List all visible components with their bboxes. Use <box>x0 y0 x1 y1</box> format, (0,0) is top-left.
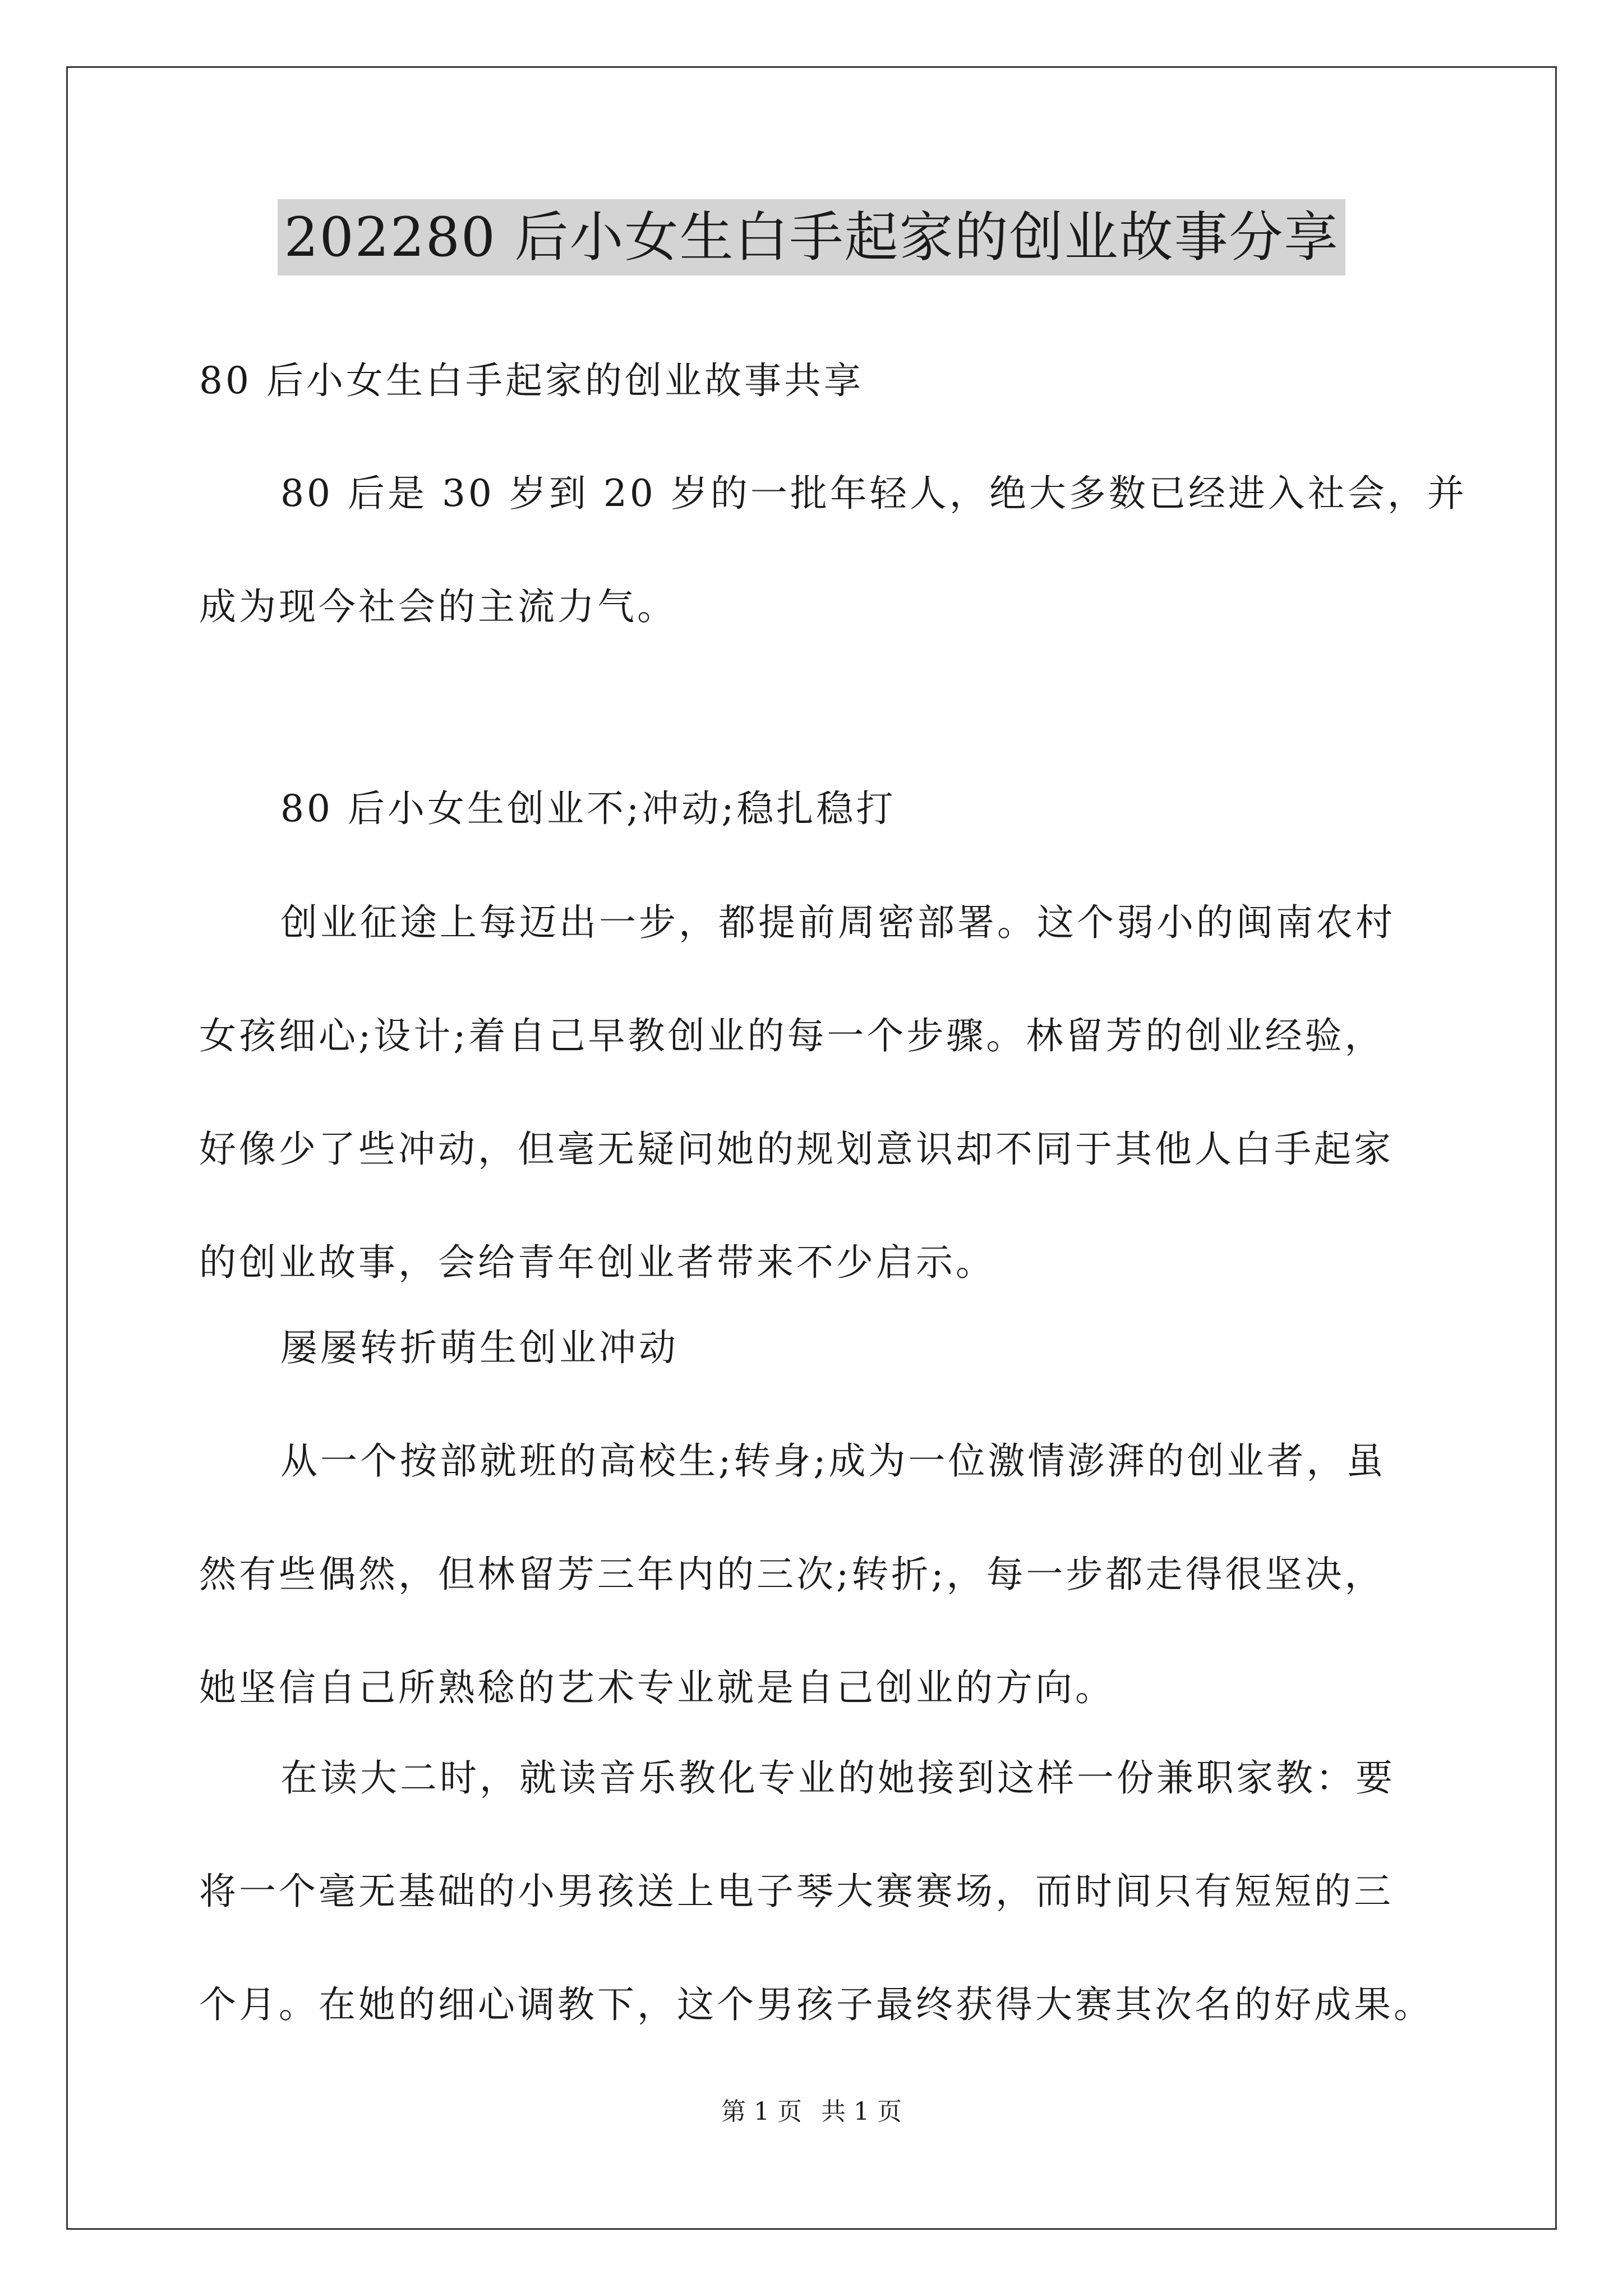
page-total: 共 1 页 <box>821 2097 902 2126</box>
paragraph-1 <box>199 466 1467 692</box>
paragraph-line: 然有些偶然，但林留芳三年内的三次;转折;，每一步都走得很坚决， <box>199 1553 1385 1596</box>
section-heading-1 <box>199 781 1433 894</box>
paragraph-6 <box>199 1750 1433 2090</box>
paragraph-line: 从一个按部就班的高校生;转身;成为一位激情澎湃的创业者，虽 <box>280 1439 1386 1483</box>
paragraph-line: 将一个毫无基础的小男孩送上电子琴大赛赛场，而时间只有短短的三 <box>199 1870 1394 1913</box>
section-heading-2 <box>199 1320 1433 1433</box>
paragraph-line: 的创业故事，会给青年创业者带来不少启示。 <box>199 1241 995 1284</box>
paragraph-line: 在读大二时，就读音乐教化专业的她接到这样一份兼职家教：要 <box>280 1756 1395 1800</box>
paragraph-line: 屡屡转折萌生创业冲动 <box>280 1326 679 1369</box>
paragraph-line: 80 后是 30 岁到 20 岁的一批年轻人，绝大多数已经进入社会，并 <box>280 472 1467 515</box>
page-number: 第 1 页 <box>721 2097 802 2126</box>
document-subtitle: 80 后小女生白手起家的创业故事共享 <box>199 359 864 402</box>
paragraph-line: 80 后小女生创业不;冲动;稳扎稳打 <box>280 787 896 830</box>
paragraph-line: 女孩细心;设计;着自己早教创业的每一个步骤。林留芳的创业经验， <box>199 1014 1385 1057</box>
paragraph-line: 好像少了些冲动，但毫无疑问她的规划意识却不同于其他人白手起家 <box>199 1128 1394 1171</box>
paragraph-line: 成为现今社会的主流力气。 <box>199 585 677 628</box>
paragraph-line: 创业征途上每迈出一步，都提前周密部署。这个弱小的闽南农村 <box>280 901 1395 944</box>
paragraph-5 <box>199 1433 1433 1773</box>
document-title: 202280 后小女生白手起家的创业故事分享 <box>278 199 1346 275</box>
paragraph-line: 她坚信自己所熟稔的艺术专业就是自己创业的方向。 <box>199 1666 1115 1709</box>
paragraph-3 <box>199 895 1433 1348</box>
page-footer <box>0 2091 1623 2127</box>
paragraph-line: 个月。在她的细心调教下，这个男孩子最终获得大赛其次名的好成果。 <box>199 1983 1433 2026</box>
title-container <box>0 199 1623 275</box>
